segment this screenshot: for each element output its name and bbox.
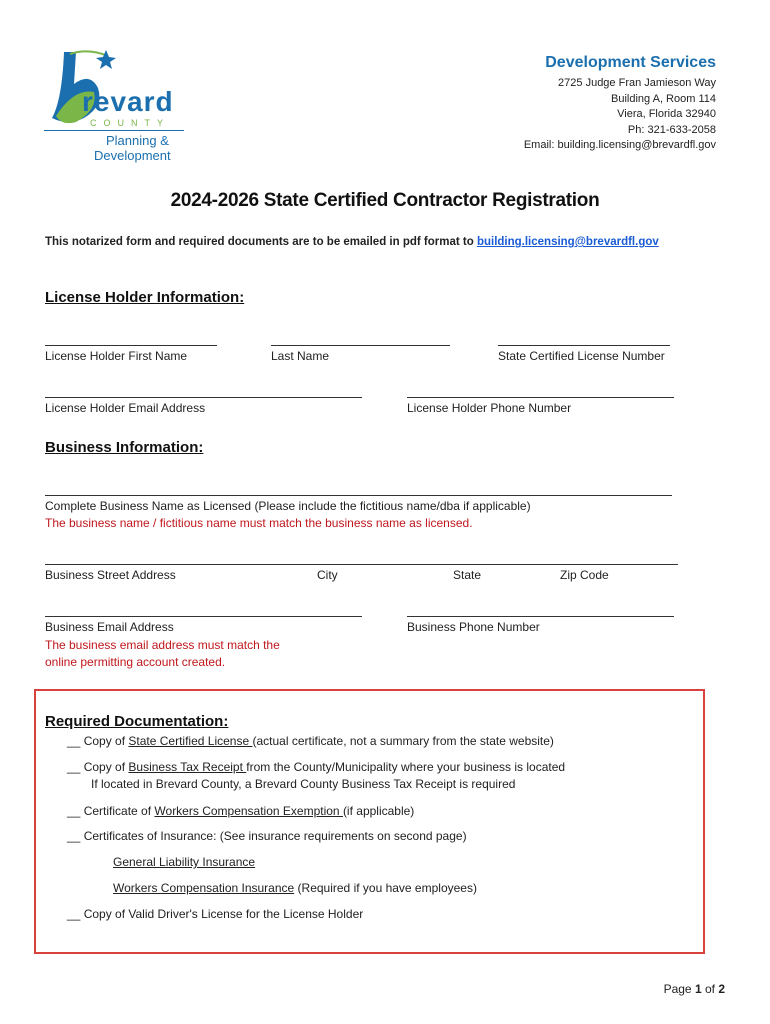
intro-sentence: This notarized form and required documents are to be emailed in pdf format to (45, 236, 477, 248)
city-label: City (317, 568, 338, 582)
business-section-heading: Business Information: (45, 439, 204, 456)
zip-label: Zip Code (560, 568, 609, 582)
item-underlined: State Certified License (128, 734, 253, 748)
business-name-label: Complete Business Name as Licensed (Please include the fictitious name/dba if applicable) (45, 499, 531, 513)
business-phone-field[interactable] (407, 616, 674, 617)
phone-number: Ph: 321-633-2058 (627, 123, 716, 136)
page-number (664, 982, 725, 996)
license-section-heading: License Holder Information: (45, 289, 245, 306)
business-name-field[interactable] (45, 495, 672, 496)
business-address-field[interactable] (45, 564, 678, 565)
brevard-county-logo (42, 44, 192, 164)
item-text-post: from the County/Municipality where your business is located (246, 760, 566, 774)
business-phone-label: Business Phone Number (407, 620, 540, 634)
checkbox-blank[interactable]: __ (67, 907, 81, 921)
intro-email-link[interactable]: building.licensing@brevardfl.gov (476, 236, 659, 248)
business-email-label: Business Email Address (45, 620, 174, 634)
item-underlined: Workers Compensation Insurance (113, 881, 295, 895)
holder-phone-label: License Holder Phone Number (407, 401, 572, 415)
required-item-tax-receipt-note: If located in Brevard County, a Brevard County Business Tax Receipt is required (91, 777, 516, 791)
required-item-license (67, 734, 554, 748)
checkbox-blank[interactable]: __ (67, 829, 81, 843)
item-text-post: (if applicable) (342, 804, 415, 818)
insurance-workers-comp (113, 881, 477, 895)
checkbox-blank[interactable]: __ (67, 760, 81, 774)
item-text: Copy of (83, 734, 129, 748)
item-text: Copy of (83, 760, 129, 774)
item-text: Certificates of Insurance: (See insurance requirements on second page) (83, 829, 467, 843)
contact-email: Email: building.licensing@brevardfl.gov (523, 139, 716, 151)
of-word: of (701, 982, 719, 996)
required-heading: Required Documentation: (45, 713, 229, 730)
street-label: Business Street Address (45, 568, 176, 582)
required-item-tax-receipt (67, 760, 565, 774)
page-total: 2 (718, 982, 725, 996)
item-text: Certificate of (83, 804, 155, 818)
item-underlined: Business Tax Receipt (128, 760, 247, 774)
item-text-post: (actual certificate, not a summary from the state website) (252, 734, 554, 748)
page-word: Page (663, 982, 695, 996)
logo-divider (44, 130, 184, 131)
business-email-note-2: online permitting account created. (45, 655, 226, 669)
first-name-label: License Holder First Name (45, 349, 188, 363)
page-title: 2024-2026 State Certified Contractor Registration (170, 190, 600, 211)
item-text-post: (Required if you have employees) (294, 881, 477, 895)
logo-line-1: Planning & (106, 133, 169, 148)
checkbox-blank[interactable]: __ (67, 804, 81, 818)
required-item-drivers-license (67, 907, 363, 921)
checkbox-blank[interactable]: __ (67, 734, 81, 748)
first-name-field[interactable] (45, 345, 217, 346)
state-label: State (453, 568, 482, 582)
department-name: Development Services (545, 54, 716, 71)
insurance-general-liability: General Liability Insurance (113, 855, 256, 869)
item-underlined: Workers Compensation Exemption (154, 804, 343, 818)
address-line-3: Viera, Florida 32940 (617, 108, 716, 120)
required-item-insurance (67, 829, 467, 843)
holder-phone-field[interactable] (407, 397, 674, 398)
header-contact (376, 54, 716, 154)
last-name-label: Last Name (271, 349, 330, 363)
logo-county: COUNTY (90, 118, 170, 128)
business-email-note-1: The business email address must match the (45, 638, 280, 652)
address-line-1: 2725 Judge Fran Jamieson Way (558, 77, 716, 89)
required-item-workers-comp (67, 804, 414, 818)
logo-word: revard (82, 86, 174, 117)
intro-text (45, 236, 659, 248)
license-number-field[interactable] (498, 345, 670, 346)
license-number-label: State Certified License Number (498, 349, 665, 363)
business-name-note: The business name / fictitious name must match the business name as licensed. (45, 516, 473, 530)
holder-email-field[interactable] (45, 397, 362, 398)
business-email-field[interactable] (45, 616, 362, 617)
item-text: Copy of Valid Driver's License for the License Holder (83, 907, 364, 921)
logo-line-2: Development (94, 148, 171, 163)
last-name-field[interactable] (271, 345, 450, 346)
page-current: 1 (694, 982, 702, 996)
holder-email-label: License Holder Email Address (45, 401, 206, 415)
address-line-2: Building A, Room 114 (611, 92, 716, 105)
